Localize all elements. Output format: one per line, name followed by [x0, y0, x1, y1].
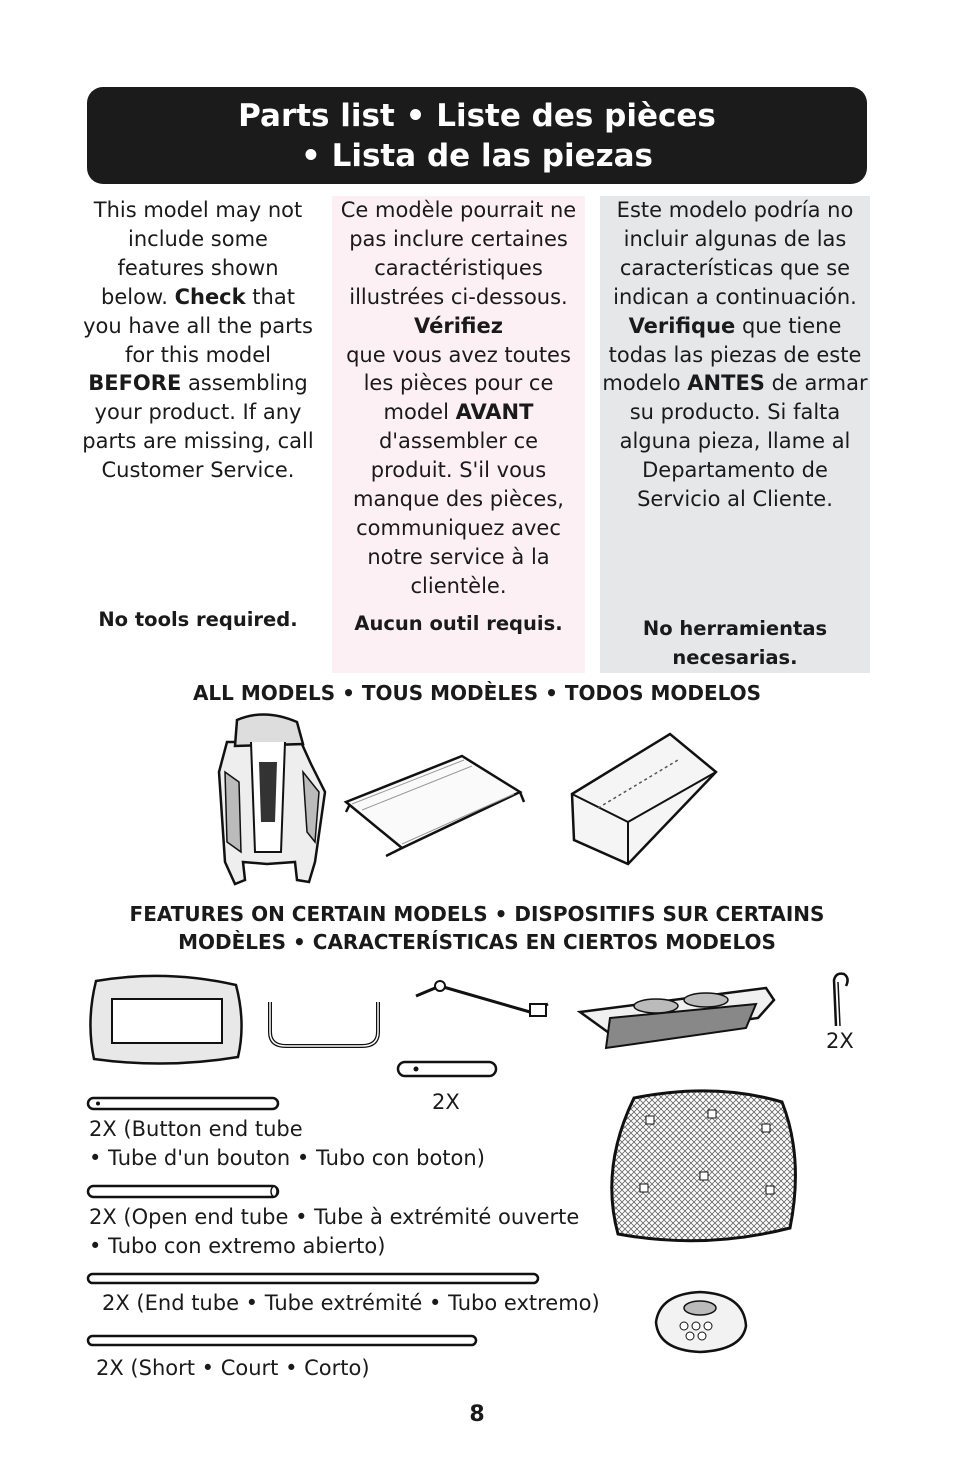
english-text-1: This model may not include some features shown below.: [93, 198, 303, 309]
open-end-tube-label: [89, 1203, 579, 1261]
english-before: BEFORE: [88, 371, 182, 396]
french-body: [332, 196, 585, 601]
title-line-1: Parts list • Liste des pièces: [238, 97, 716, 134]
french-notice: [332, 196, 585, 673]
all-models-heading: ALL MODELS • TOUS MODÈLES • TODOS MODELOS: [192, 681, 762, 705]
hanger-hook-illustration: [824, 970, 854, 1028]
french-verifiez: Vérifiez: [414, 313, 503, 338]
spanish-text-3: de armar su producto. Si falta alguna pieza, llame al Departamento de Servicio al Cliente.: [619, 371, 868, 512]
spanish-text-1: Este modelo podría no incluir algunas de las características que se indican a continuación.: [613, 198, 857, 309]
english-body: [82, 196, 314, 485]
parts-list-title: [87, 87, 867, 184]
english-no-tools: No tools required.: [98, 608, 298, 631]
features-heading-line-1: FEATURES ON CERTAIN MODELS • DISPOSITIFS SUR CERTAINS: [129, 902, 825, 926]
french-text-2: que vous avez toutes les pièces pour ce model: [346, 342, 571, 425]
end-tube-label: 2X (End tube • Tube extrémité • Tubo extremo): [102, 1291, 600, 1315]
mattress-pad-illustration: [342, 752, 524, 860]
french-text-3: d'assembler ce produit. S'il vous manque des pièces, communiquez avec notre service à la clientèle.: [353, 429, 564, 598]
u-rod-illustration: [264, 1000, 384, 1052]
page-number: 8: [469, 1402, 485, 1427]
title-line-2: • Lista de las piezas: [300, 137, 654, 174]
open-end-tube-label-1: 2X (Open end tube • Tube à extrémité ouverte: [89, 1205, 580, 1229]
mobile-arm-illustration: [410, 978, 555, 1026]
french-text-1: Ce modèle pourrait ne pas inclure certaines caractéristiques illustrées ci-dessous.: [340, 198, 577, 309]
english-text-2: that you have all the parts for this model: [83, 284, 313, 367]
button-end-tube-illustration: [86, 1096, 282, 1112]
hanger-quantity: 2X: [826, 1029, 854, 1053]
button-end-tube-label: [89, 1115, 485, 1173]
connector-tube-illustration: [396, 1058, 500, 1082]
spanish-notice: [600, 196, 870, 673]
english-notice: [82, 196, 314, 636]
spanish-verifique: Verifique: [628, 313, 736, 338]
organizer-tray-illustration: [576, 984, 778, 1052]
open-end-tube-illustration: [86, 1184, 282, 1200]
english-text-3: assembling your product. If any parts are missing, call Customer Service.: [82, 371, 314, 483]
english-check: Check: [174, 284, 246, 309]
playard-frame-illustration: [215, 712, 330, 890]
changing-table-illustration: [604, 1088, 804, 1248]
spanish-body: [600, 196, 870, 514]
french-no-tools: Aucun outil requis.: [354, 612, 563, 635]
button-end-tube-label-2: • Tube d'un bouton • Tubo con boton): [89, 1146, 485, 1170]
button-end-tube-label-1: 2X (Button end tube: [89, 1117, 303, 1141]
sound-unit-illustration: [650, 1288, 750, 1356]
spanish-text-2: que tiene todas las piezas de este modelo: [602, 313, 862, 396]
spanish-antes: ANTES: [687, 371, 765, 396]
short-tube-label: 2X (Short • Court • Corto): [96, 1356, 370, 1380]
bassinet-illustration: [86, 973, 246, 1069]
french-avant: AVANT: [455, 400, 534, 425]
open-end-tube-label-2: • Tubo con extremo abierto): [89, 1234, 386, 1258]
end-tube-illustration: [86, 1272, 542, 1286]
features-heading: [0, 900, 954, 956]
connector-quantity: 2X: [432, 1090, 460, 1114]
spanish-no-tools: No herramientas necesarias.: [642, 617, 828, 669]
features-heading-line-2: MODÈLES • CARACTERÍSTICAS EN CIERTOS MODELOS: [178, 930, 776, 954]
short-tube-illustration: [86, 1334, 480, 1348]
carry-bag-illustration: [568, 730, 720, 868]
